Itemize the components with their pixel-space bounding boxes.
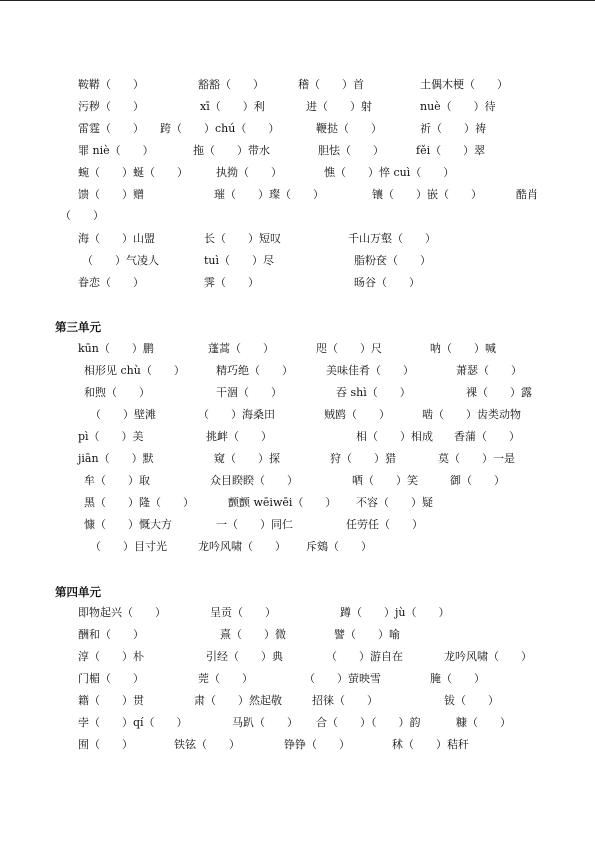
vocab-item: 呐（ ）喊	[430, 342, 496, 355]
vocab-item: 糠（ ）	[456, 716, 511, 729]
vocab-item: 和煦（ ）	[84, 386, 150, 399]
vocab-item: （ ）海桑田	[198, 408, 275, 421]
vocab-item: 即物起兴（ ）	[78, 606, 166, 619]
vocab-item: 譬（ ）喻	[334, 628, 400, 641]
vocab-item: 咫（ ）尺	[316, 342, 382, 355]
vocab-line	[0, 76, 595, 94]
vocab-item: 秫（ ）秸秆	[392, 738, 469, 751]
vocab-item: 引经（ ）典	[206, 650, 283, 663]
vocab-item: 贼鸥（ ）	[324, 408, 390, 421]
vocab-item: 罪 niè（ ）	[78, 144, 154, 157]
vocab-item: （ ）游自在	[326, 650, 403, 663]
vocab-item: 拖（ ）带水	[193, 144, 270, 157]
vocab-line	[0, 736, 595, 754]
vocab-item: 一（ ）同仁	[216, 518, 293, 531]
vocab-item: 霁（ ）	[204, 276, 259, 289]
vocab-line	[0, 692, 595, 710]
vocab-item: 哂（ ）笑	[352, 474, 418, 487]
vocab-item: 铮铮（ ）	[284, 738, 350, 751]
vocab-line	[0, 207, 595, 225]
vocab-item: 蹲（ ）jù（ ）	[340, 606, 450, 619]
vocab-item: 招徕（ ）	[312, 694, 378, 707]
vocab-item: 众目睽睽（ ）	[210, 474, 298, 487]
vocab-item: 斥鴳（ ）	[306, 540, 372, 553]
vocab-item: （ ）	[60, 209, 104, 222]
vocab-item: （ ）目寸光	[90, 540, 167, 553]
vocab-line	[0, 604, 595, 622]
vocab-item: 蜿（ ）蜒（ ）	[78, 166, 188, 179]
vocab-item: 长（ ）短叹	[204, 232, 281, 245]
vocab-item: 脂粉奁（ ）	[354, 254, 431, 267]
vocab-item: 马趴（ ）	[232, 716, 298, 729]
top-rule	[0, 0, 595, 1]
vocab-line	[0, 406, 595, 424]
vocab-item: 进（ ）射	[306, 100, 372, 113]
vocab-line	[0, 472, 595, 490]
vocab-item: 御（ ）	[450, 474, 505, 487]
vocab-line	[0, 98, 595, 116]
vocab-item: tuì（ ）尽	[204, 254, 275, 267]
vocab-item: 颤颤 wēiwēi（ ）	[228, 496, 337, 509]
vocab-line	[0, 252, 595, 270]
vocab-item: 铁铉（ ）	[174, 738, 240, 751]
vocab-line	[0, 164, 595, 182]
vocab-item: 鞍鞯（ ）	[78, 78, 144, 91]
vocab-item: 土偶木梗（ ）	[420, 78, 508, 91]
vocab-item: 狩（ ）猎	[330, 452, 396, 465]
vocab-item: 相（ ）相成	[356, 430, 433, 443]
vocab-item: kūn（ ）鹏	[78, 342, 154, 355]
vocab-item: （ ）壁滩	[90, 408, 156, 421]
vocab-line	[0, 274, 595, 292]
vocab-item: nuè（ ）待	[420, 100, 496, 113]
vocab-item: 吞 shì（ ）	[336, 386, 411, 399]
vocab-item: 稽（ ）首	[298, 78, 364, 91]
vocab-item: 牟（ ）取	[84, 474, 150, 487]
vocab-item: （ ）萤映雪	[304, 672, 381, 685]
vocab-item: 莫（ ）一是	[438, 452, 515, 465]
vocab-item: 酬和（ ）	[78, 628, 144, 641]
vocab-item: 鞭挞（ ）	[316, 122, 382, 135]
vocab-item: 任劳任（ ）	[346, 518, 423, 531]
vocab-item: 干涸（ ）	[216, 386, 282, 399]
vocab-item: fěi（ ）翠	[416, 144, 486, 157]
vocab-item: 眷恋（ ）	[78, 276, 144, 289]
vocab-item: 挑衅（ ）	[206, 430, 272, 443]
vocab-item: （ ）气凌人	[82, 254, 159, 267]
vocab-line	[0, 120, 595, 138]
section-heading: 第四单元	[55, 585, 101, 599]
vocab-item: 门楣（ ）	[78, 672, 144, 685]
vocab-item: jiān（ ）默	[78, 452, 154, 465]
vocab-line	[0, 142, 595, 160]
vocab-line	[0, 516, 595, 534]
vocab-item: 酷肖	[516, 188, 538, 201]
vocab-item: 淳（ ）朴	[78, 650, 144, 663]
vocab-line	[0, 340, 595, 358]
vocab-item: 萧瑟（ ）	[456, 364, 522, 377]
vocab-item: 美味佳肴（ ）	[326, 364, 414, 377]
vocab-item: 千山万壑（ ）	[348, 232, 436, 245]
vocab-item: 镶（ ）嵌（ ）	[372, 188, 482, 201]
vocab-item: 囿（ ）	[78, 738, 133, 751]
vocab-item: 慷（ ）慨大方	[84, 518, 172, 531]
vocab-item: 馈（ ）赠	[78, 188, 144, 201]
vocab-item: 精巧绝（ ）	[216, 364, 293, 377]
vocab-item: 不容（ ）疑	[356, 496, 433, 509]
vocab-line	[0, 538, 595, 556]
vocab-line	[0, 670, 595, 688]
vocab-item: 跨（ ）chú（ ）	[160, 122, 280, 135]
vocab-line	[0, 230, 595, 248]
vocab-item: 香蒲（ ）	[454, 430, 520, 443]
vocab-item: 腌（ ）	[430, 672, 485, 685]
vocab-line	[0, 648, 595, 666]
vocab-item: 裸（ ）露	[466, 386, 532, 399]
vocab-item: 籍（ ）贯	[78, 694, 144, 707]
vocab-item: 呈贡（ ）	[210, 606, 276, 619]
vocab-item: 璀（ ）璨（ ）	[214, 188, 324, 201]
vocab-line	[0, 384, 595, 402]
vocab-item: 龙吟风啸（ ）	[198, 540, 286, 553]
vocab-line	[0, 714, 595, 732]
vocab-item: 黑（ ）隆（ ）	[84, 496, 194, 509]
vocab-item: 憔（ ）悴 cuì（ ）	[324, 166, 455, 179]
vocab-line	[0, 494, 595, 512]
vocab-item: 雷霆（ ）	[78, 122, 144, 135]
vocab-item: 海（ ）山盟	[78, 232, 155, 245]
vocab-line	[0, 362, 595, 380]
vocab-item: 蓬蒿（ ）	[208, 342, 274, 355]
vocab-line	[0, 450, 595, 468]
vocab-line	[0, 428, 595, 446]
vocab-item: 合（ ）（ ）韵	[316, 716, 421, 729]
vocab-item: 旸谷（ ）	[354, 276, 420, 289]
vocab-item: 豁豁（ ）	[198, 78, 264, 91]
vocab-item: 熹（ ）微	[220, 628, 286, 641]
vocab-item: 龙吟风啸（ ）	[444, 650, 532, 663]
vocab-item: 祈（ ）祷	[420, 122, 486, 135]
vocab-item: 肃（ ）然起敬	[194, 694, 282, 707]
vocab-item: 钹（ ）	[444, 694, 499, 707]
vocab-item: 污秽（ ）	[78, 100, 144, 113]
section-heading: 第三单元	[55, 320, 101, 334]
vocab-item: 莞（ ）	[198, 672, 253, 685]
vocab-item: 执拗（ ）	[216, 166, 282, 179]
vocab-item: 窥（ ）探	[214, 452, 280, 465]
vocab-item: 孛（ ）qí（ ）	[78, 716, 188, 729]
vocab-item: 胆怯（ ）	[318, 144, 384, 157]
vocab-item: pì（ ）美	[78, 430, 144, 443]
vocab-line	[0, 626, 595, 644]
vocab-item: 啮（ ）齿类动物	[422, 408, 521, 421]
vocab-item: 相形见 chù（ ）	[84, 364, 185, 377]
vocab-line	[0, 186, 595, 204]
vocab-item: xī（ ）利	[200, 100, 265, 113]
